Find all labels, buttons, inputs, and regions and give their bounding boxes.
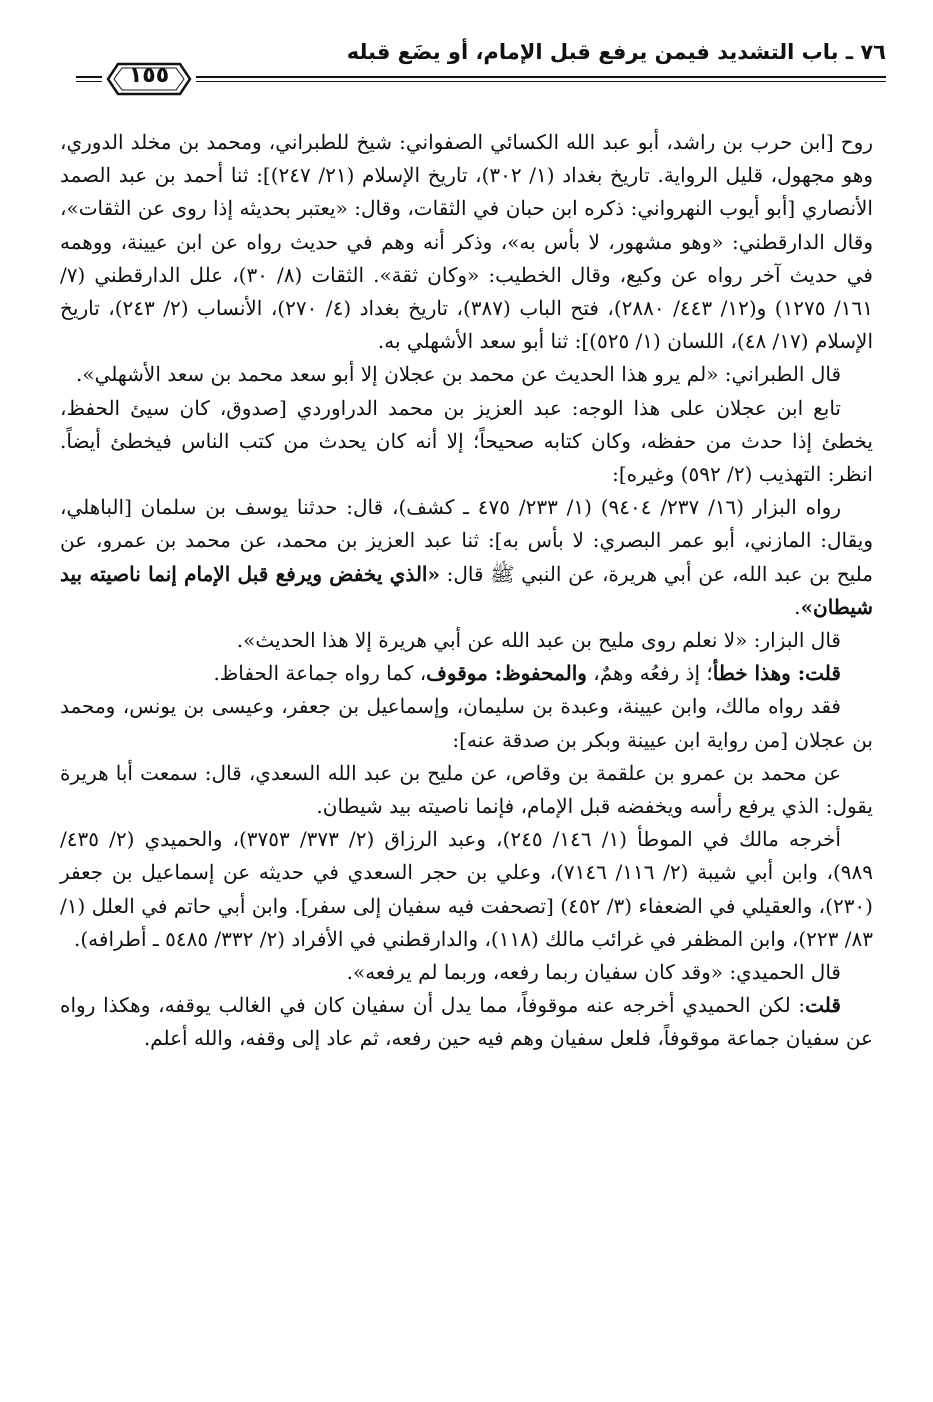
bold-text-segment: قلت: وهذا خطأ [712, 661, 841, 686]
header-rule [76, 76, 102, 78]
paragraph [60, 491, 873, 624]
paragraph [60, 624, 873, 657]
paragraph [60, 823, 873, 956]
text-segment: ؛ إذ رفعُه وهمٌ، [586, 661, 713, 686]
text-segment: قال الحميدي: «وقد كان سفيان ربما رفعه، وربما لم يرفعه». [346, 960, 841, 985]
text-segment: روح [ابن حرب بن راشد، أبو عبد الله الكسائي الصفواني: شيخ للطبراني، ومحمد بن مخلد الدوري، وهو مجهول، قليل الرواية. تاريخ بغداد (١/ ٣٠٢)، تاريخ الإسلام (٢١/ ٢٤٧)]: ثنا أحمد بن عبد الصمد الأنصاري [أبو أيوب النهرواني: ذكره ابن حبان في الثقات، وقال: «يعتبر بحديثه إذا روى عن الثقات»، وقال الدارقطني: «وهو مشهور، لا بأس به»، وذكر أنه وهم في حديث رواه عن ابن عيينة، ووهمه في حديث آخر رواه عن وكيع، وقال الخطيب: «وكان ثقة». الثقات (٨/ ٣٠)، علل الدارقطني (٧/ ١٦١/ ١٢٧٥) و(١٢/ ٤٤٣/ ٢٨٨٠)، فتح الباب (٣٨٧)، تاريخ بغداد (٤/ ٢٧٠)، الأنساب (٢/ ٢٤٣)، تاريخ الإسلام (١٧/ ٤٨)، اللسان (١/ ٥٢٥)]: ثنا أبو سعد الأشهلي به. [60, 130, 874, 354]
page-number-badge [106, 60, 192, 98]
chapter-title: ٧٦ ـ باب التشديد فيمن يرفع قبل الإمام، أو يضَع قبله [346, 40, 886, 64]
page-number: ١٥٥ [128, 63, 170, 88]
paragraph [60, 392, 873, 492]
text-segment: فقد رواه مالك، وابن عيينة، وعبدة بن سليمان، وإسماعيل بن جعفر، وعيسى بن يونس، ومحمد بن عجلان [من رواية ابن عيينة وبكر بن صدقة عنه]: [60, 694, 873, 752]
paragraph [60, 989, 873, 1055]
text-segment: قال الطبراني: «لم يرو هذا الحديث عن محمد بن عجلان إلا أبو سعد محمد بن سعد الأشهلي». [76, 362, 841, 387]
paragraph [60, 956, 873, 989]
header-rule [196, 81, 886, 82]
bold-text-segment: «الذي يخفض ويرفع قبل الإمام إنما ناصيته بيد شيطان» [60, 561, 873, 619]
text-segment: رواه البزار (١٦/ ٢٣٧/ ٩٤٠٤) (١/ ٢٣٣/ ٤٧٥ ـ كشف)، قال: حدثنا يوسف بن سلمان [الباهلي، ويقال: المازني، أبو عمر البصري: لا بأس به]: ثنا عبد العزيز بن محمد، عن محمد بن عمرو، عن مليح بن عبد الله، عن أبي هريرة، عن النبي ﷺ قال: [60, 495, 874, 586]
header-rule [196, 76, 886, 78]
text-segment: : لكن الحميدي أخرجه عنه موقوفاً، مما يدل أن سفيان كان في الغالب يوقفه، وهكذا رواه عن سفيان جماعة موقوفاً، فلعل سفيان وهم فيه حين رفعه، ثم عاد إلى وقفه، والله أعلم. [60, 993, 873, 1051]
text-segment: أخرجه مالك في الموطأ (١/ ١٤٦/ ٢٤٥)، وعبد الرزاق (٢/ ٣٧٣/ ٣٧٥٣)، والحميدي (٢/ ٤٣٥/ ٩٨٩)، وابن أبي شيبة (٢/ ١١٦/ ٧١٤٦)، وعلي بن حجر السعدي في حديثه عن إسماعيل بن جعفر (٢٣٠)، والعقيلي في الضعفاء (٣/ ٤٥٢) [تصحفت فيه سفيان إلى سفر]. وابن أبي حاتم في العلل (١/ ٨٣/ ٢٢٣)، وابن المظفر في غرائب مالك (١١٨)، والدارقطني في الأفراد (٢/ ٣٣٢/ ٥٤٨٥ ـ أطرافه). [60, 827, 873, 951]
bold-text-segment: قلت [805, 993, 841, 1018]
text-segment: ، كما رواه جماعة الحفاظ. [213, 661, 427, 686]
text-segment: عن محمد بن عمرو بن علقمة بن وقاص، عن مليح بن عبد الله السعدي، قال: سمعت أبا هريرة يقول: الذي يرفع رأسه ويخفضه قبل الإمام، فإنما ناصيته بيد شيطان. [60, 760, 873, 819]
header-rule [76, 81, 102, 82]
paragraph [60, 126, 873, 358]
paragraph [60, 757, 873, 823]
paragraph [60, 358, 873, 391]
text-segment: قال البزار: «لا نعلم روى مليح بن عبد الله عن أبي هريرة إلا هذا الحديث». [236, 628, 841, 653]
paragraph [60, 690, 873, 756]
page-body [60, 126, 873, 1056]
text-segment: تابع ابن عجلان على هذا الوجه: عبد العزيز بن محمد الدراوردي [صدوق، كان سيئ الحفظ، يخطئ إذا حدث من حفظه، وكان كتابه صحيحاً؛ إلا أنه كان يحدث من كتب الناس فيخطئ أيضاً. انظر: التهذيب (٢/ ٥٩٢) وغيره]: [60, 395, 873, 487]
bold-text-segment: والمحفوظ: موقوف [426, 661, 587, 686]
paragraph [60, 657, 873, 690]
page-header [76, 40, 886, 88]
text-segment: . [794, 594, 801, 619]
